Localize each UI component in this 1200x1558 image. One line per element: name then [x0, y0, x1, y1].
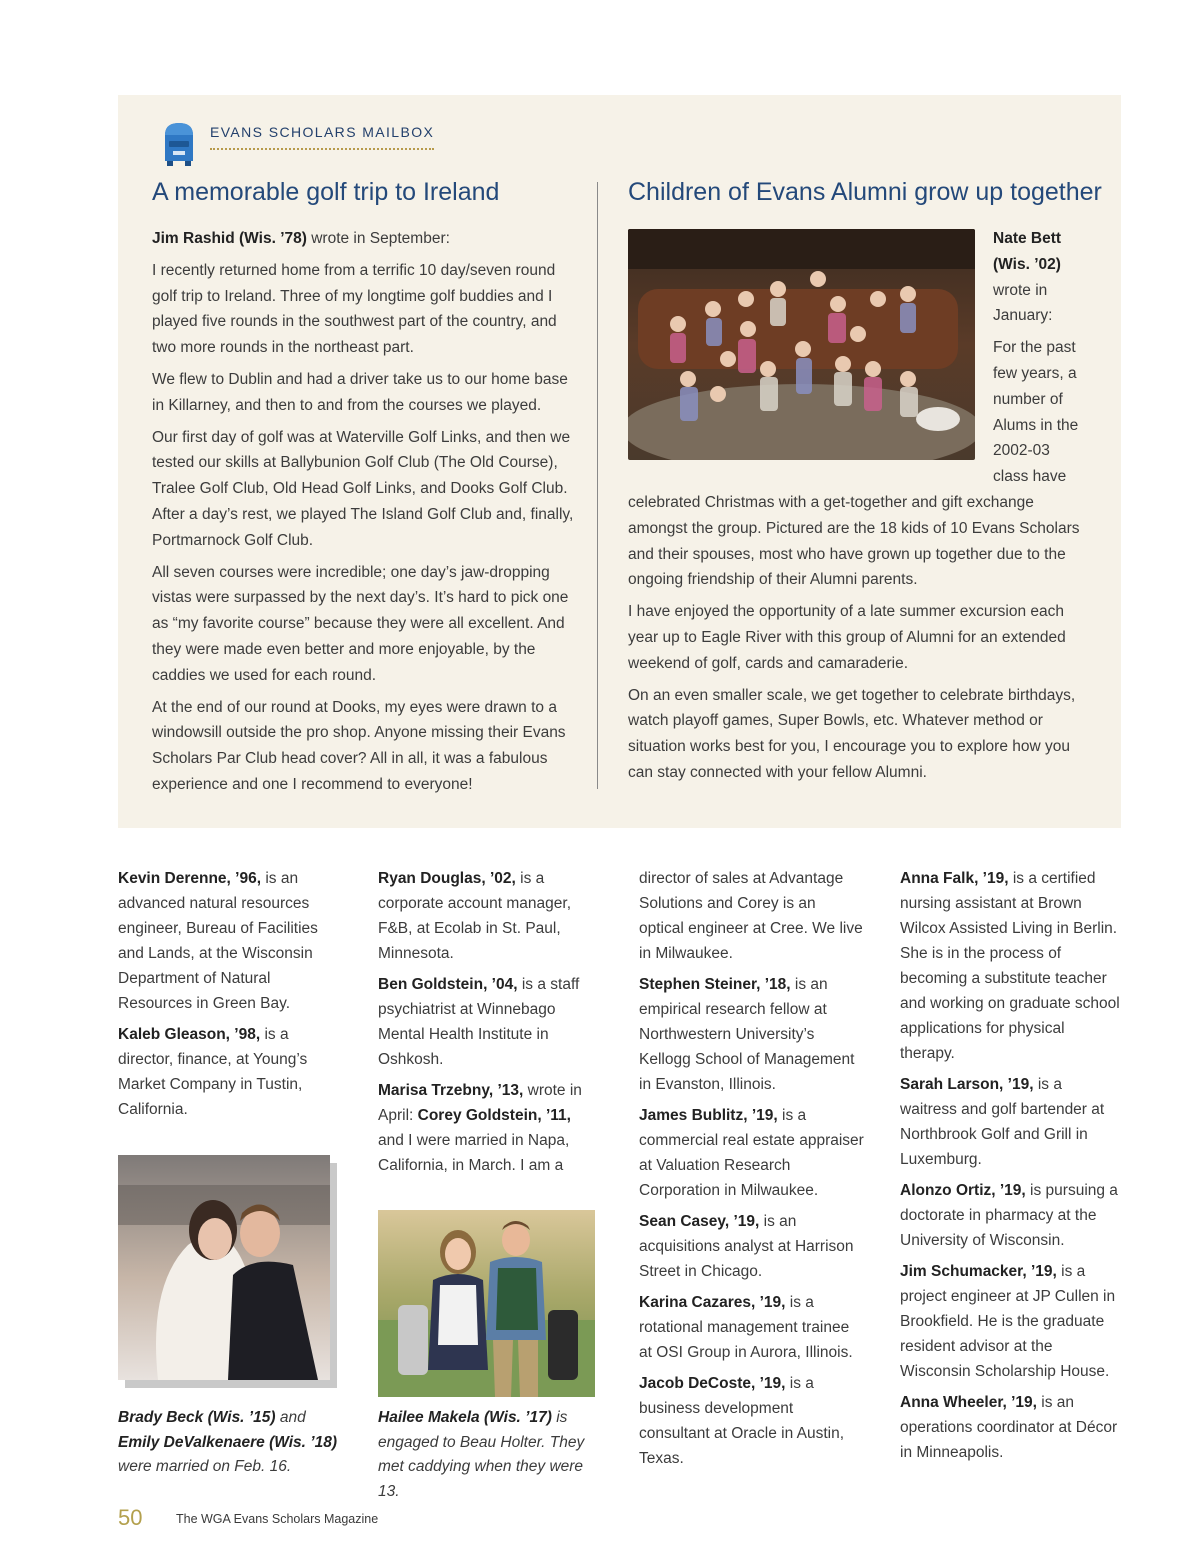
- byline-name: Jim Rashid (Wis. ’78): [152, 230, 307, 247]
- note-text: is a business development consultant at Oracle in Austin, Texas.: [639, 1375, 845, 1467]
- note-text: is an acquisitions analyst at Harrison Street in Chicago.: [639, 1213, 854, 1280]
- class-note: [900, 1178, 1122, 1253]
- class-note: [639, 1371, 864, 1471]
- note-name: Karina Cazares, ’19,: [639, 1294, 786, 1311]
- note-name: Anna Wheeler, ’19,: [900, 1394, 1037, 1411]
- caddies-caption: [378, 1406, 603, 1504]
- byline-name: Nate Bett (Wis. ’02): [993, 230, 1062, 273]
- class-note: [639, 1290, 864, 1365]
- note-name: Stephen Steiner, ’18,: [639, 976, 791, 993]
- class-note: [378, 972, 598, 1072]
- paragraph: All seven courses were incredible; one day’s jaw-dropping vistas were surpassed by the next day’s. It’s hard to pick one as “my favorite course” because they were all excellent. And they were made even better and more enjoyable, by the caddies we used for each round.: [152, 563, 569, 684]
- class-note: [639, 1103, 864, 1203]
- note-text: is a rotational management trainee at OSI Group in Aurora, Illinois.: [639, 1294, 853, 1361]
- note-text: wrote in April:: [378, 1082, 582, 1124]
- paragraph: On an even smaller scale, we get together to celebrate birthdays, watch playoff games, Super Bowls, etc. Whatever method or situation works best for you, I encourage you to explore how you can stay connected with your fellow Alumni.: [628, 686, 1076, 781]
- caption-name: Emily DeValkenaere (Wis. ’18): [118, 1433, 337, 1451]
- paragraph: Our first day of golf was at Waterville Golf Links, and then we tested our skills at Ballybunion Golf Club (The Old Course), Tralee Golf Club, Old Head Golf Links, and Dooks Golf Club. After a day’s rest, we played The Island Golf Club and, finally, Portmarnock Golf Club.: [152, 428, 574, 549]
- caddies-photo-image: [378, 1210, 595, 1397]
- dotted-divider: [210, 148, 434, 150]
- caption-name: Hailee Makela (Wis. ’17): [378, 1409, 552, 1426]
- note-text: is a director, finance, at Young’s Market Company in Tustin, California.: [118, 1026, 308, 1118]
- class-note: [900, 1390, 1122, 1465]
- note-name: Ryan Douglas, ’02,: [378, 870, 516, 887]
- note-text: is a corporate account manager, F&B, at Ecolab in St. Paul, Minnesota.: [378, 870, 572, 962]
- note-text: is an operations coordinator at Décor in Minneapolis.: [900, 1394, 1118, 1461]
- note-text: is a certified nursing assistant at Brown Wilcox Assisted Living in Berlin. She is in the process of becoming a substitute teacher and working on graduate school applications for physical therapy.: [900, 870, 1120, 1062]
- caption-text: is engaged to Beau Holter. They met caddying when they were 13.: [378, 1409, 585, 1500]
- paragraph: I have enjoyed the opportunity of a late summer excursion each year up to Eagle River with this group of Alumni for an extended weekend of golf, cards and camaraderie.: [628, 603, 1066, 672]
- note-text: is a commercial real estate appraiser at Valuation Research Corporation in Milwaukee.: [639, 1107, 864, 1199]
- note-name: Anna Falk, ’19,: [900, 870, 1009, 887]
- section-label: EVANS SCHOLARS MAILBOX: [210, 124, 435, 140]
- note-text: is a staff psychiatrist at Winnebago Mental Health Institute in Oshkosh.: [378, 976, 580, 1068]
- note-name: Marisa Trzebny, ’13,: [378, 1082, 524, 1099]
- note-text: is an advanced natural resources engineer, Bureau of Facilities and Lands, at the Wisconsin Department of Natural Resources in Green Bay.: [118, 870, 318, 1012]
- class-note: [639, 972, 864, 1097]
- byline-rest: wrote in September:: [306, 230, 450, 247]
- notes-column-1: [118, 866, 328, 1128]
- column-divider: [597, 182, 598, 789]
- left-story-byline: [152, 226, 582, 252]
- paragraph: We flew to Dublin and had a driver take us to our home base in Killarney, and then to and from the courses we played.: [152, 370, 568, 414]
- caddies-photo: [378, 1210, 595, 1397]
- note-name: Corey Goldstein, ’11,: [417, 1107, 571, 1124]
- caption-text: were married on Feb. 16.: [118, 1458, 292, 1475]
- mailbox-icon: [161, 121, 197, 167]
- class-note: [900, 1072, 1122, 1172]
- notes-column-2: [378, 866, 598, 1184]
- wedding-caption: [118, 1406, 348, 1480]
- note-name: Sean Casey, ’19,: [639, 1213, 760, 1230]
- right-story-title: Children of Evans Alumni grow up together: [628, 178, 1102, 206]
- wedding-photo: [118, 1155, 330, 1380]
- note-name: Jacob DeCoste, ’19,: [639, 1375, 786, 1392]
- class-note: [639, 1209, 864, 1284]
- notes-column-3: [639, 866, 864, 1477]
- note-text: director of sales at Advantage Solutions and Corey is an optical engineer at Cree. We live in Milwaukee.: [639, 870, 863, 962]
- caption-text: and: [275, 1409, 306, 1426]
- note-text: is pursuing a doctorate in pharmacy at the University of Wisconsin.: [900, 1182, 1118, 1249]
- kids-group-photo: [628, 229, 975, 460]
- right-story-body: [628, 226, 1083, 792]
- class-note: [900, 866, 1122, 1066]
- note-name: Sarah Larson, ’19,: [900, 1076, 1034, 1093]
- page-number: 50: [118, 1505, 143, 1530]
- class-note: [118, 1022, 328, 1122]
- class-note: [378, 1078, 598, 1178]
- note-text: is an empirical research fellow at Northwestern University’s Kellogg School of Management in Evanston, Illinois.: [639, 976, 855, 1093]
- left-story-body: [152, 226, 582, 804]
- note-text: is a project engineer at JP Cullen in Brookfield. He is the graduate resident advisor at the Wisconsin Scholarship House.: [900, 1263, 1116, 1380]
- note-text: and I were married in Napa, California, in March. I am a: [378, 1132, 570, 1174]
- note-name: Alonzo Ortiz, ’19,: [900, 1182, 1026, 1199]
- paragraph: At the end of our round at Dooks, my eyes were drawn to a windowsill outside the pro shop. Anyone missing their Evans Scholars Par Club head cover? All in all, it was a fabulous experience and one I recommend to everyone!: [152, 698, 566, 793]
- caption-name: Brady Beck (Wis. ’15): [118, 1409, 276, 1426]
- class-note: [118, 866, 328, 1016]
- byline-rest: wrote in January:: [993, 281, 1053, 325]
- magazine-name: The WGA Evans Scholars Magazine: [176, 1512, 379, 1526]
- note-name: Kaleb Gleason, ’98,: [118, 1026, 261, 1043]
- note-name: Kevin Derenne, ’96,: [118, 870, 262, 887]
- paragraph: I recently returned home from a terrific 10 day/seven round golf trip to Ireland. Three of my longtime golf buddies and I played five rounds in the southwest part of the country, and two more rounds in the northeast part.: [152, 261, 557, 357]
- notes-column-4: [900, 866, 1122, 1471]
- note-name: Ben Goldstein, ’04,: [378, 976, 518, 993]
- class-note: [639, 866, 864, 966]
- class-note: [900, 1259, 1122, 1384]
- left-story-title: A memorable golf trip to Ireland: [152, 178, 500, 206]
- note-name: Jim Schumacker, ’19,: [900, 1263, 1057, 1280]
- note-name: James Bublitz, ’19,: [639, 1107, 778, 1124]
- wedding-photo-image: [118, 1155, 330, 1380]
- paragraph: For the past few years, a number of Alums in the 2002-03 class have celebrated Christmas with a get-together and gift exchange amongst the group. Pictured are the 18 kids of 10 Evans Scholars and their spouses, most who have grown up together due to the ongoing friendship of their Alumni parents.: [628, 339, 1080, 589]
- note-text: is a waitress and golf bartender at Northbrook Golf and Grill in Luxemburg.: [900, 1076, 1105, 1168]
- class-note: [378, 866, 598, 966]
